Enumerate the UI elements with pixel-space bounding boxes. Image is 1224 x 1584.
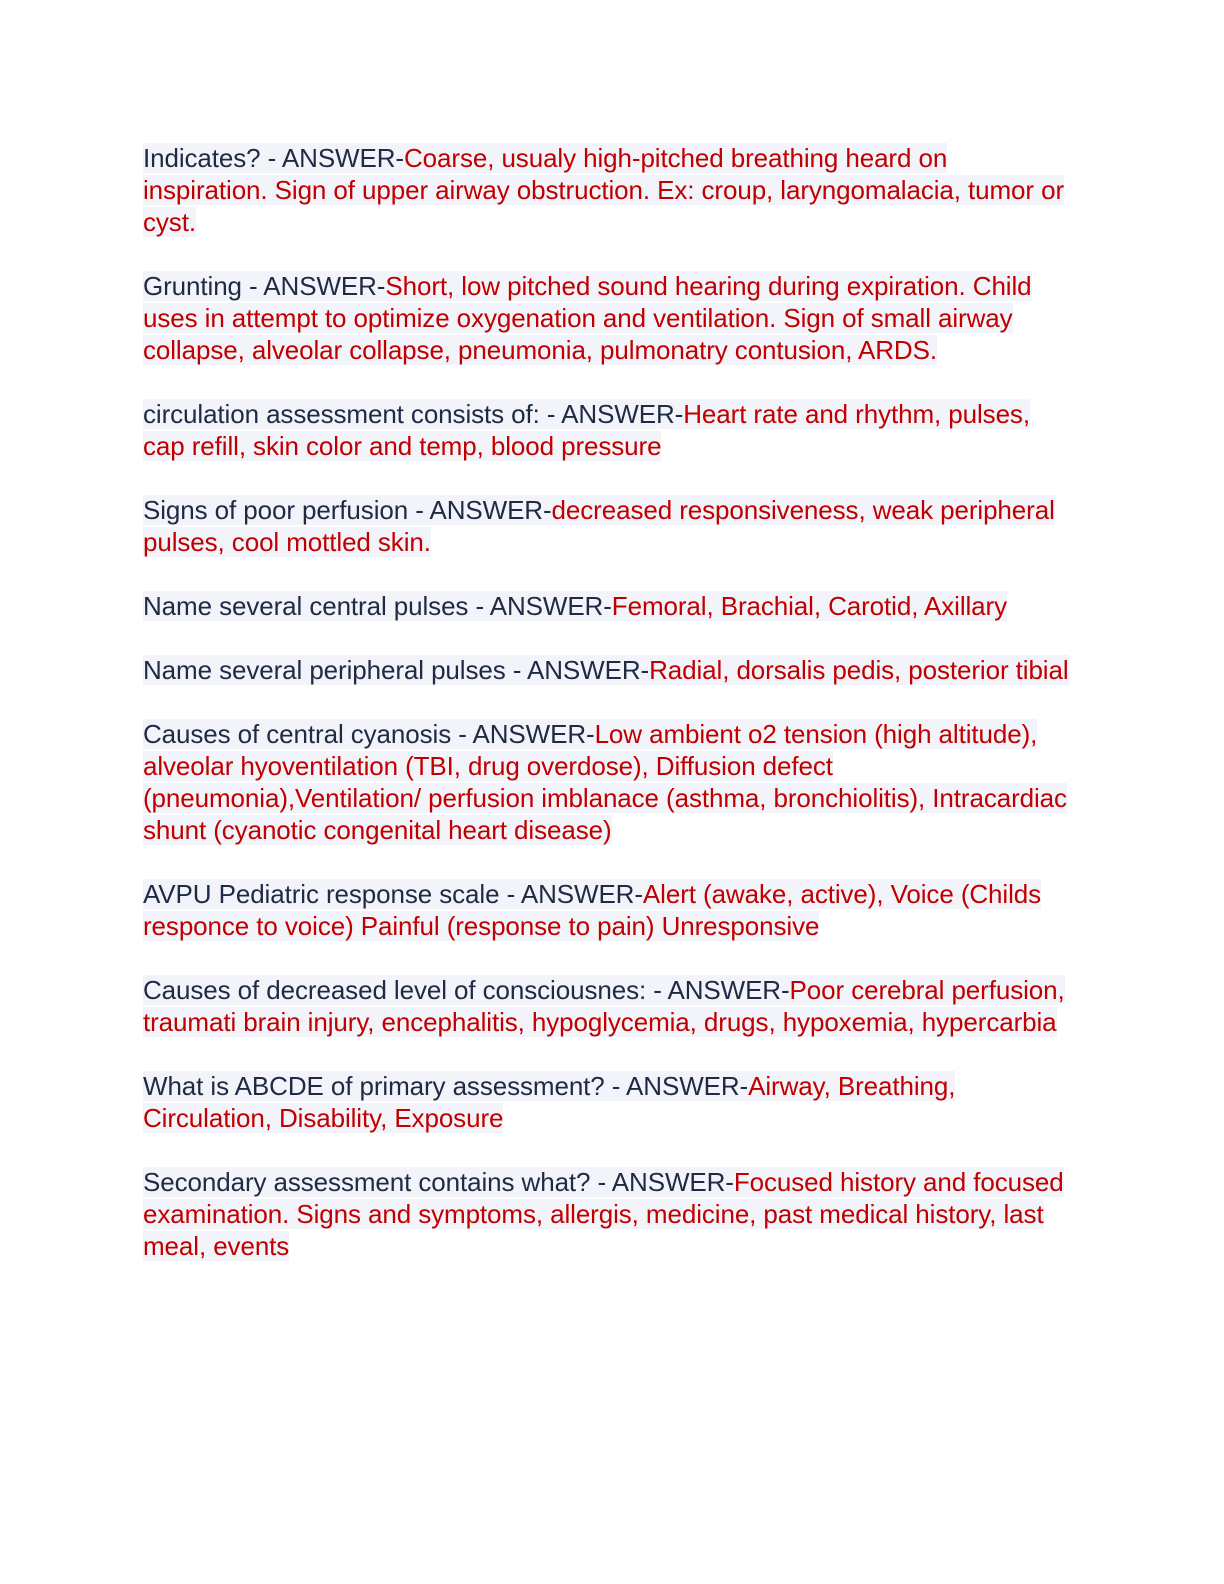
question-text: Name several central pulses <box>143 591 469 621</box>
question-text: Indicates? <box>143 143 261 173</box>
qa-item <box>143 494 1078 558</box>
qa-text <box>143 143 1064 237</box>
answer-text: Alert (awake, active), Voice (Childs responce to voice) Painful (response to pain) Unresponsive <box>143 879 1042 941</box>
qa-item <box>143 270 1078 366</box>
qa-item <box>143 974 1078 1038</box>
answer-text: Short, low pitched sound hearing during expiration. Child uses in attempt to optimize oxygenation and ventilation. Sign of small airway collapse, alveolar collapse, pneumonia, pulmonatry contusion, ARDS. <box>143 271 1032 365</box>
answer-text: Coarse, usualy high-pitched breathing heard on inspiration. Sign of upper airway obstruction. Ex: croup, laryngomalacia, tumor or cyst. <box>143 143 1065 237</box>
answer-separator: - ANSWER- <box>590 1167 734 1197</box>
qa-item <box>143 1166 1078 1262</box>
qa-text <box>143 399 1030 461</box>
question-text: Signs of poor perfusion <box>143 495 409 525</box>
qa-item <box>143 718 1078 846</box>
answer-separator: - ANSWER- <box>468 591 612 621</box>
qa-item <box>143 590 1078 622</box>
qa-text <box>143 879 1041 941</box>
question-text: Grunting <box>143 271 242 301</box>
answer-text: Heart rate and rhythm, pulses, cap refill, skin color and temp, blood pressure <box>143 399 1030 461</box>
question-text: circulation assessment consists of: <box>143 399 540 429</box>
answer-text: Airway, Breathing, Circulation, Disability, Exposure <box>143 1071 956 1133</box>
qa-text <box>143 495 1055 557</box>
answer-separator: - ANSWER- <box>408 495 552 525</box>
question-text: AVPU Pediatric response scale <box>143 879 500 909</box>
qa-text <box>143 591 1007 621</box>
qa-item <box>143 142 1078 238</box>
qa-item <box>143 1070 1078 1134</box>
answer-separator: - ANSWER- <box>241 271 386 301</box>
answer-text: Focused history and focused examination. Signs and symptoms, allergis, medicine, past medical history, last meal, events <box>143 1167 1064 1261</box>
qa-text <box>143 975 1065 1037</box>
qa-item <box>143 398 1078 462</box>
answer-separator: - ANSWER- <box>451 719 595 749</box>
question-text: Causes of decreased level of consciousnes: <box>143 975 647 1005</box>
answer-text: decreased responsiveness, weak peripheral pulses, cool mottled skin. <box>143 495 1055 557</box>
qa-text <box>143 719 1067 845</box>
question-text: Name several peripheral pulses <box>143 655 506 685</box>
qa-item <box>143 654 1078 686</box>
answer-separator: - ANSWER- <box>604 1071 749 1101</box>
answer-text: Femoral, Brachial, Carotid, Axillary <box>611 591 1007 621</box>
question-text: Causes of central cyanosis <box>143 719 452 749</box>
answer-separator: - ANSWER- <box>260 143 404 173</box>
qa-text <box>143 655 1069 685</box>
answer-separator: - ANSWER- <box>539 399 684 429</box>
answer-separator: - ANSWER- <box>499 879 643 909</box>
qa-item <box>143 878 1078 942</box>
question-text: Secondary assessment contains what? <box>143 1167 591 1197</box>
qa-text <box>143 271 1032 365</box>
qa-list <box>143 142 1078 1294</box>
question-text: What is ABCDE of primary assessment? <box>143 1071 605 1101</box>
answer-text: Poor cerebral perfusion, traumati brain injury, encephalitis, hypoglycemia, drugs, hypoxemia, hypercarbia <box>143 975 1065 1037</box>
answer-separator: - ANSWER- <box>505 655 650 685</box>
answer-text: Low ambient o2 tension (high altitude), alveolar hyoventilation (TBI, drug overdose), Diffusion defect (pneumonia),Ventilation/ perfusion imblanace (asthma, bronchiolitis), Intracardiac shunt (cyanotic congenital heart disease) <box>143 719 1067 845</box>
qa-text <box>143 1071 955 1133</box>
qa-text <box>143 1167 1064 1261</box>
answer-text: Radial, dorsalis pedis, posterior tibial <box>649 655 1069 685</box>
answer-separator: - ANSWER- <box>646 975 790 1005</box>
